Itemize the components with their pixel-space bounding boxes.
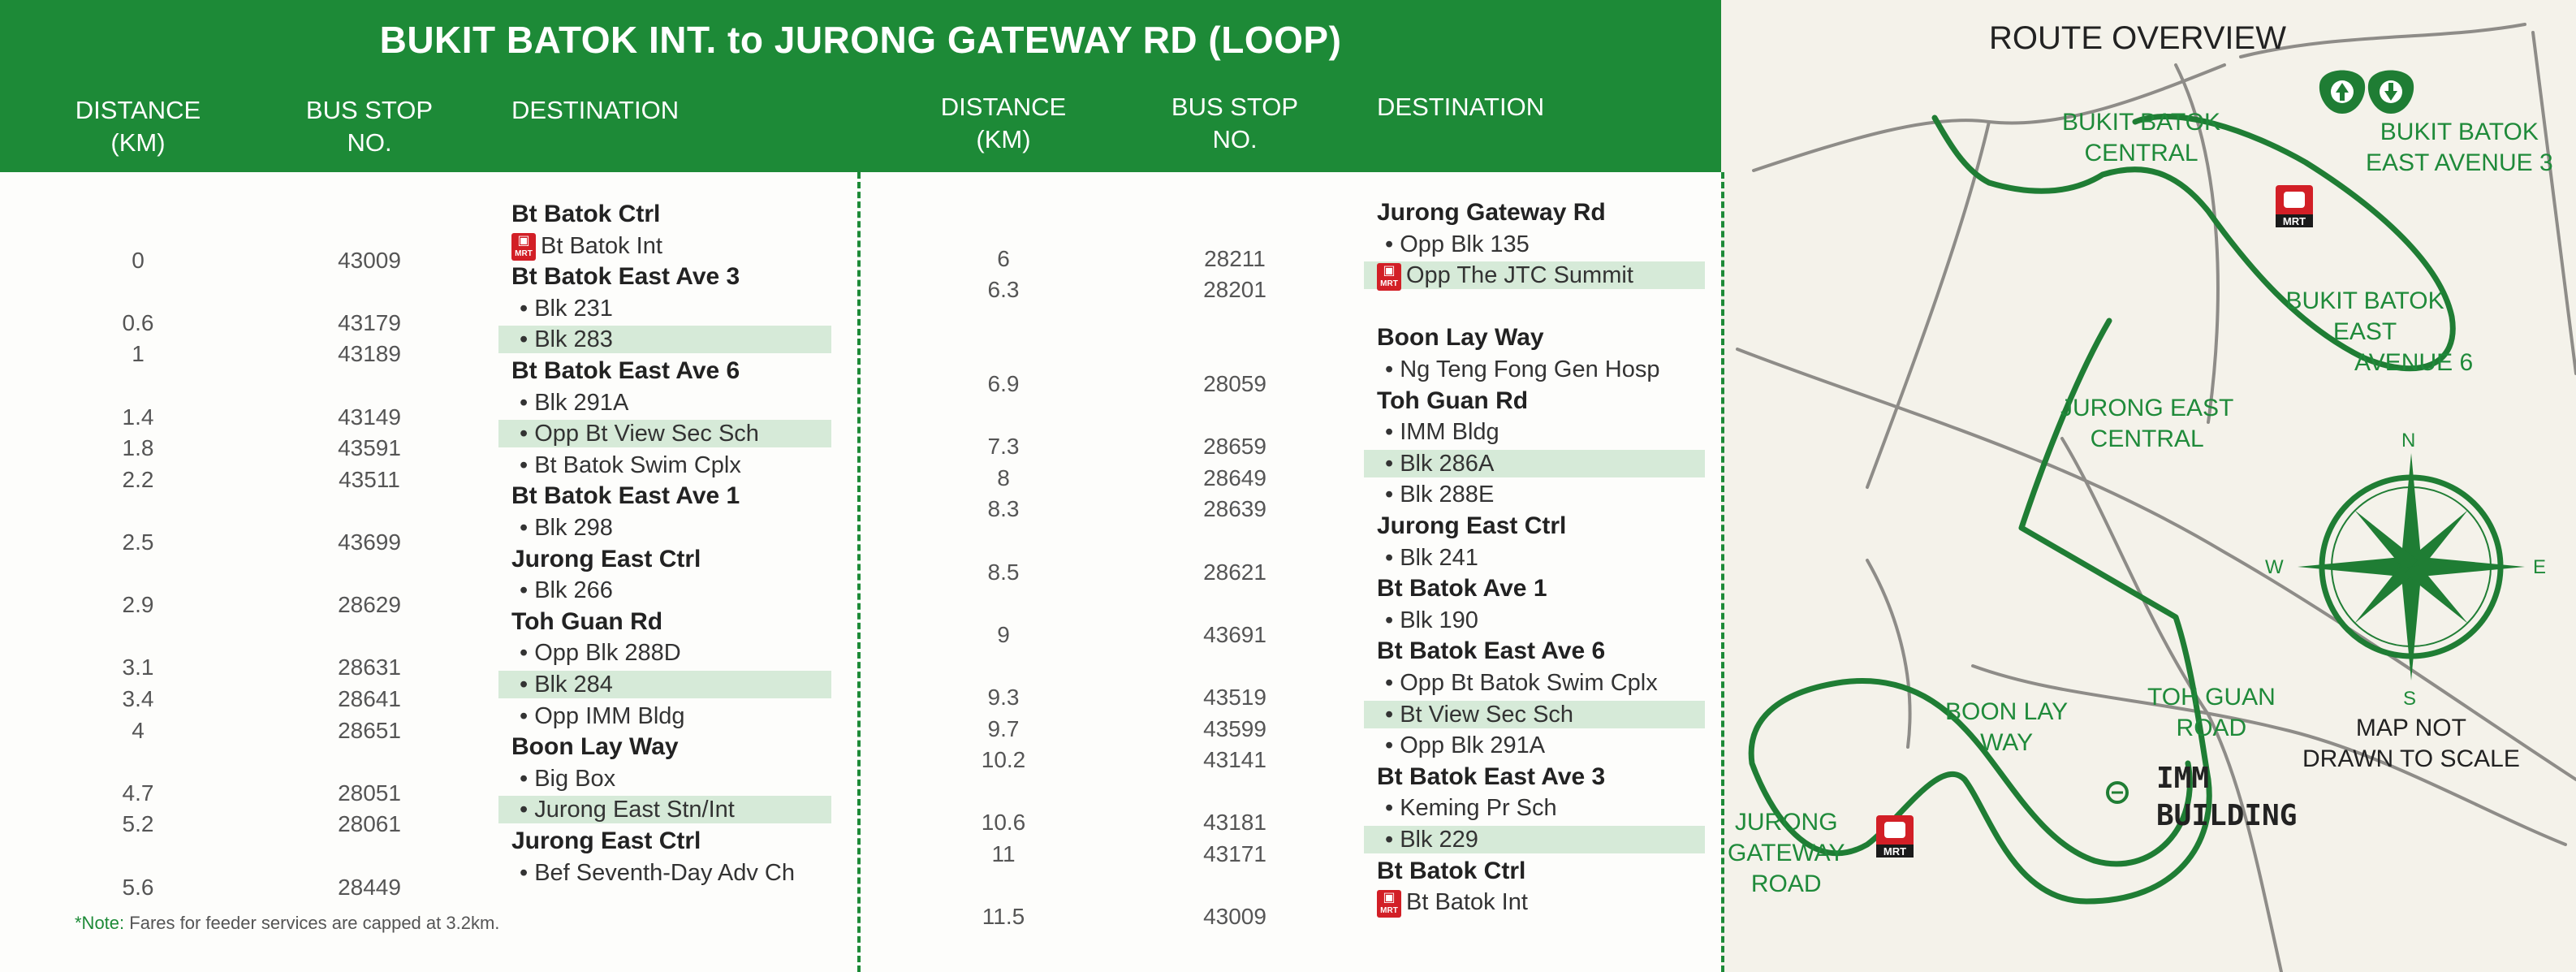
table-divider (857, 172, 861, 972)
stop-name: • Blk 190 (1385, 607, 1478, 633)
col-distance-left (49, 94, 227, 159)
road-heading: Bt Batok East Ave 6 (1377, 637, 1606, 665)
label-line: BUILDING (2156, 799, 2298, 832)
stop-distance: 2.9 (122, 592, 154, 618)
compass-n: N (2401, 430, 2416, 451)
stop-name: • Blk 241 (1385, 544, 1478, 571)
label-bukit-batok-central (2062, 107, 2220, 169)
label-line: ROAD (2176, 715, 2247, 741)
label-line: EAST (2332, 318, 2397, 345)
stop-distance: 1.4 (122, 404, 154, 430)
mrt-marker-icon (2276, 185, 2313, 227)
svg-text:MRT: MRT (1883, 845, 1907, 858)
col-distance-right (914, 91, 1093, 156)
stop-name: • Keming Pr Sch (1385, 795, 1557, 822)
bus-stop-number: 28059 (1203, 371, 1266, 396)
mrt-badge-label: MRT (1380, 279, 1398, 288)
stop-distance: 6.3 (987, 277, 1020, 303)
mrt-interchange-stop (511, 231, 662, 261)
label-line: GATEWAY (1728, 840, 1845, 866)
label-jurong-east-central (2060, 393, 2233, 455)
bus-stop-number: 28211 (1204, 245, 1266, 271)
label-line: IMM (2156, 762, 2210, 795)
road-heading: Bt Batok Ctrl (511, 201, 661, 227)
road-heading: Jurong East Ctrl (511, 827, 701, 854)
stop-distance: 2.5 (122, 529, 154, 555)
col-distance-line2: (KM) (110, 128, 166, 157)
stop-distance: 4 (132, 717, 145, 743)
stop-distance: 10.6 (981, 810, 1026, 836)
stop-distance: 11.5 (982, 904, 1025, 930)
mrt-interchange-stop (1377, 261, 1633, 290)
route-end-pin-icon (2368, 71, 2414, 114)
route-title: BUKIT BATOK INT. to JURONG GATEWAY RD (LOOP) (379, 19, 1342, 61)
col-busstop-line2: NO. (1212, 125, 1258, 153)
road-heading: Jurong Gateway Rd (1377, 199, 1606, 226)
label-line: CENTRAL (2090, 426, 2204, 452)
map-title: ROUTE OVERVIEW (1989, 20, 2286, 56)
fare-note (75, 913, 499, 934)
compass-e: E (2533, 556, 2547, 578)
stop-name: • Bt Batok Swim Cplx (520, 451, 741, 478)
stop-distance: 3.4 (122, 686, 154, 711)
stop-distance: 0.6 (122, 309, 154, 335)
bus-stop-number: 43141 (1203, 747, 1266, 773)
bus-stop-number: 43009 (1203, 904, 1266, 930)
stop-name: • Blk 298 (520, 515, 613, 541)
road-heading: Bt Batok Ctrl (1377, 857, 1526, 884)
label-toh-guan-road (2147, 682, 2276, 744)
stop-distance: 8.5 (987, 559, 1020, 585)
bus-stop-number: 43699 (338, 529, 401, 555)
col-busstop-line2: NO. (347, 128, 392, 157)
route-overview-map (1721, 0, 2576, 972)
mrt-interchange-stop (1377, 888, 1528, 917)
bus-stop-number: 43519 (1203, 685, 1266, 710)
label-line: DRAWN TO SCALE (2302, 745, 2520, 772)
stop-name: • Opp Blk 288D (520, 640, 681, 667)
stop-name: Bt Batok Int (541, 232, 662, 259)
bus-stop-number: 28641 (338, 686, 401, 711)
stop-name: • Ng Teng Fong Gen Hosp (1385, 356, 1660, 382)
stop-distance: 0 (132, 247, 145, 273)
label-line: TOH GUAN (2147, 684, 2276, 711)
mrt-train-icon: ▣ MRT (1377, 890, 1401, 918)
stop-distance: 1 (132, 341, 145, 367)
col-distance-line1: DISTANCE (75, 96, 201, 124)
stop-name: • Opp Bt View Sec Sch (520, 421, 759, 447)
label-line: BUKIT BATOK (2285, 287, 2444, 314)
stop-name: • Blk 284 (520, 672, 613, 698)
road (1867, 560, 1910, 747)
bus-stop-number: 28639 (1203, 496, 1266, 522)
road-heading: Jurong East Ctrl (1377, 512, 1567, 539)
stop-distance: 10.2 (981, 747, 1026, 773)
stop-name: Opp The JTC Summit (1406, 262, 1633, 289)
label-imm-building (2156, 760, 2297, 835)
bus-stop-number: 28051 (338, 780, 401, 806)
bus-stop-number: 43171 (1203, 841, 1266, 866)
mrt-badge-label: MRT (515, 248, 533, 258)
stop-name: • Opp IMM Bldg (520, 702, 685, 729)
label-line: CENTRAL (2084, 140, 2198, 166)
label-boon-lay-way (1945, 697, 2068, 758)
stop-name: • Blk 283 (520, 326, 613, 353)
col-busstop-line1: BUS STOP (305, 96, 434, 124)
stop-distance: 9.3 (987, 685, 1020, 710)
road-heading: Boon Lay Way (1377, 324, 1544, 352)
road-heading: Toh Guan Rd (1377, 387, 1529, 414)
bus-stop-number: 28659 (1203, 434, 1266, 460)
stop-name: Bt Batok Int (1406, 889, 1528, 916)
mrt-badge-label: MRT (1380, 905, 1398, 915)
stop-name: • Opp Blk 291A (1385, 732, 1546, 759)
bus-stop-number: 28621 (1203, 559, 1266, 585)
compass-rose-icon (2298, 453, 2525, 680)
road-heading: Bt Batok East Ave 6 (511, 357, 740, 384)
bus-stop-number: 28651 (338, 717, 401, 743)
bus-route-line (1751, 117, 2453, 901)
stop-distance: 4.7 (122, 780, 154, 806)
mrt-marker-icon (1876, 815, 1914, 858)
stop-distance: 7.3 (987, 434, 1020, 460)
bus-stop-number: 28631 (338, 654, 401, 680)
note-text: Fares for feeder services are capped at 3.2km. (129, 913, 500, 933)
stop-name: • Big Box (520, 765, 616, 792)
label-line: AVENUE 6 (2354, 349, 2474, 376)
stop-name: • Opp Bt Batok Swim Cplx (1385, 670, 1658, 696)
stop-name: • Opp Blk 135 (1385, 231, 1530, 257)
road (2533, 32, 2576, 374)
stop-distance: 3.1 (122, 654, 154, 680)
bus-stop-number: 43599 (1203, 715, 1266, 741)
stop-name: • Blk 229 (1385, 827, 1478, 853)
stop-name: • Blk 286A (1385, 450, 1495, 477)
bus-stop-number: 43149 (338, 404, 401, 430)
road-heading: Bt Batok East Ave 3 (511, 263, 740, 291)
col-busstop-left (284, 94, 455, 159)
road-heading: Toh Guan Rd (511, 607, 663, 635)
stop-name: • Jurong East Stn/Int (520, 797, 735, 823)
col-distance-line1: DISTANCE (940, 93, 1067, 121)
stop-distance: 5.2 (122, 811, 154, 837)
road-heading: Bt Batok East Ave 1 (511, 482, 740, 510)
road-heading: Bt Batok Ave 1 (1377, 575, 1547, 603)
label-map-not-to-scale (2302, 713, 2520, 775)
compass-w: W (2265, 556, 2284, 578)
road-heading: Jurong East Ctrl (511, 545, 701, 572)
stop-distance: 8 (997, 464, 1010, 490)
label-bukit-batok-east-ave3 (2366, 117, 2553, 179)
col-destination-right: DESTINATION (1377, 93, 1545, 121)
stop-distance: 6 (997, 245, 1010, 271)
stop-distance: 1.8 (122, 435, 154, 461)
label-line: JURONG (1734, 809, 1838, 836)
label-bukit-batok-east-ave6 (2257, 286, 2473, 378)
mrt-train-icon: ▣ MRT (511, 233, 536, 261)
col-distance-line2: (KM) (976, 125, 1031, 153)
stop-distance: 9.7 (987, 715, 1020, 741)
stop-distance: 6.9 (987, 371, 1020, 396)
road-heading: Bt Batok East Ave 3 (1377, 762, 1606, 790)
stop-distance: 9 (997, 621, 1010, 647)
label-line: BUKIT BATOK (2062, 109, 2221, 136)
stop-distance: 8.3 (987, 496, 1020, 522)
stop-name: • Blk 231 (520, 295, 613, 322)
stop-distance: 11 (991, 841, 1016, 866)
stop-name: • IMM Bldg (1385, 419, 1499, 446)
mrt-train-icon: ▣ MRT (1377, 263, 1401, 291)
bus-stop-number: 43591 (338, 435, 401, 461)
bus-stop-number: 43009 (338, 247, 401, 273)
label-line: MAP NOT (2355, 715, 2466, 741)
label-line: EAST AVENUE 3 (2366, 149, 2553, 176)
label-line: BOON LAY (1945, 698, 2069, 725)
bus-stop-number: 28201 (1203, 277, 1266, 303)
stop-name: • Bt View Sec Sch (1385, 701, 1574, 728)
bus-stop-number: 28649 (1203, 464, 1266, 490)
svg-text:MRT: MRT (2282, 215, 2306, 227)
col-busstop-right (1150, 91, 1320, 156)
bus-stop-number: 43181 (1203, 810, 1266, 836)
label-line: JURONG EAST (2060, 395, 2234, 421)
compass-s: S (2403, 688, 2417, 710)
stop-name: • Blk 291A (520, 389, 629, 416)
stop-distance: 2.2 (122, 466, 154, 492)
label-jurong-gateway-road (1728, 807, 1845, 900)
stop-name: • Bef Seventh-Day Adv Ch (520, 859, 795, 886)
col-destination-left: DESTINATION (511, 96, 680, 124)
road-heading: Boon Lay Way (511, 733, 679, 761)
col-busstop-line1: BUS STOP (1171, 93, 1299, 121)
stop-distance: 5.6 (122, 874, 154, 900)
bus-stop-number: 28449 (338, 874, 401, 900)
route-start-pin-icon (2319, 71, 2365, 114)
stop-name: • Blk 266 (520, 577, 613, 604)
note-label: *Note: (75, 913, 125, 933)
label-line: WAY (1980, 729, 2034, 756)
bus-stop-number: 43511 (339, 466, 400, 492)
stop-name: • Blk 288E (1385, 482, 1495, 508)
bus-stop-number: 43179 (338, 309, 401, 335)
label-line: BUKIT BATOK (2380, 119, 2539, 145)
bus-stop-number: 43189 (338, 341, 401, 367)
bus-stop-number: 28629 (338, 592, 401, 618)
bus-stop-number: 28061 (338, 811, 401, 837)
label-line: ROAD (1750, 870, 1822, 897)
bus-stop-number: 43691 (1203, 621, 1266, 647)
